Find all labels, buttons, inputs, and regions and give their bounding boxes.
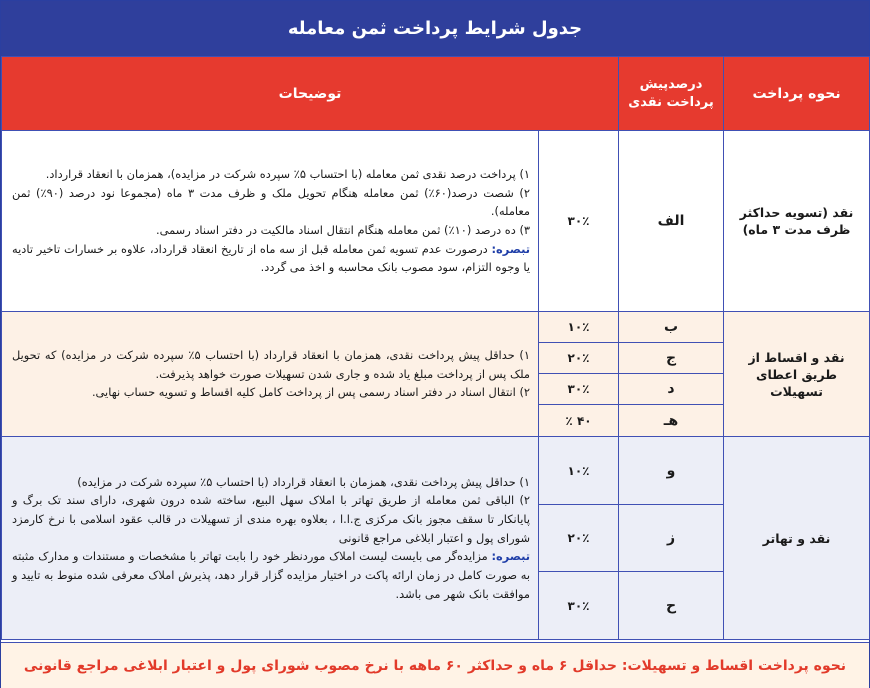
- table-row: [2, 131, 870, 312]
- percent-cell: ۱۰٪: [539, 437, 619, 505]
- desc-line: ۱) حداقل پیش پرداخت نقدی، همزمان با انعقاد قرارداد (با احتساب ۵٪ سپرده شرکت در مزایده) که تحویل ملک پس از پرداخت مبلغ یاد شده و جاری شدن تسهیلات صورت خواهد پذیرفت.: [12, 347, 531, 381]
- desc-line: ۲) الباقی ثمن معامله از طریق تهاتر با املاک سهل البیع، ساخته شده درون شهری، دارای سند تک برگ و پایانکار تا سقف مجوز بانک مرکزی ج.ا.ا ، بعلاوه بهره مندی از تسهیلات در قالب عقود اسلامی با نرخ کارمزد شورای پول و اعتبار ابلاغی مراجع قانونی: [12, 493, 531, 545]
- payment-terms-table: [1, 56, 870, 640]
- code-cell: ب: [619, 312, 724, 343]
- table-title: جدول شرایط پرداخت ثمن معامله: [1, 1, 869, 56]
- description-installments: [2, 312, 539, 437]
- code-cell: ح: [619, 572, 724, 640]
- note-label: تبصره:: [491, 241, 531, 256]
- desc-note: [12, 240, 530, 277]
- desc-line: ۱) پرداخت درصد نقدی ثمن معامله (با احتساب ۵٪ سپرده شرکت در مزایده)، همزمان با انعقاد قرارداد.: [45, 166, 531, 181]
- header-percent: درصدپیش پرداخت نقدی: [619, 57, 724, 131]
- percent-cell: ۳۰٪: [539, 131, 619, 312]
- note-label: تبصره:: [491, 549, 531, 564]
- percent-cell: ۲۰٪: [539, 343, 619, 374]
- desc-note: [12, 547, 530, 603]
- desc-line: ۲) انتقال اسناد در دفتر اسناد رسمی پس از پرداخت کامل کلیه اقساط و تسویه حساب نهایی.: [91, 385, 531, 400]
- footer-note: نحوه پرداخت اقساط و تسهیلات: حداقل ۶ ماه و حداکثر ۶۰ ماهه با نرخ مصوب شورای پول و اعتبار ابلاغی مراجع قانونی: [1, 642, 869, 688]
- table-row: [2, 312, 870, 343]
- percent-cell: ۲۰٪: [539, 505, 619, 572]
- percent-cell: ۳۰٪: [539, 572, 619, 640]
- note-text: درصورت عدم تسویه ثمن معامله قبل از سه ماه از تاریخ انعقاد قرارداد، علاوه بر خسارات تاخیر تادیه یا وجوه التزام، سود مصوب بانک محاسبه و اخذ می گردد.: [12, 241, 531, 275]
- header-description: توضیحات: [2, 57, 619, 131]
- note-text: مزایده‌گر می بایست لیست املاک موردنظر خود را بابت تهاتر با مشخصات و مستندات و مدارک مثبته به صورت کامل در زمان ارائه پاکت در اختیار مزایده گزار قرار دهد، پذیرش املاک معرفی شده منوط به تایید و موافقت بانک شهر می باشد.: [12, 549, 531, 601]
- code-cell: ج: [619, 343, 724, 374]
- desc-line: ۱) حداقل پیش پرداخت نقدی، همزمان با انعقاد قرارداد (با احتساب ۵٪ سپرده شرکت در مزایده): [77, 474, 531, 489]
- header-method: نحوه پرداخت: [724, 57, 870, 131]
- method-cash: نقد (تسویه حداکثر ظرف مدت ۳ ماه): [724, 131, 870, 312]
- table-row: [2, 437, 870, 505]
- desc-line: ۳) ده درصد (۱۰٪) ثمن معامله هنگام انتقال اسناد مالکیت در دفتر اسناد رسمی.: [155, 223, 531, 237]
- header-row: [2, 57, 870, 131]
- code-cell: و: [619, 437, 724, 505]
- description-barter: [2, 437, 539, 640]
- code-cell: الف: [619, 131, 724, 312]
- method-installments: نقد و اقساط از طریق اعطای تسهیلات: [724, 312, 870, 437]
- code-cell: د: [619, 374, 724, 405]
- percent-cell: ۴۰ ٪: [539, 405, 619, 437]
- code-cell: هـ: [619, 405, 724, 437]
- percent-cell: ۳۰٪: [539, 374, 619, 405]
- description-cash: [2, 131, 539, 312]
- code-cell: ز: [619, 505, 724, 572]
- method-barter: نقد و تهاتر: [724, 437, 870, 640]
- percent-cell: ۱۰٪: [539, 312, 619, 343]
- desc-line: ۲) شصت درصد(۶۰٪) ثمن معامله هنگام تحویل ملک و ظرف مدت ۳ ماه (مجموعا نود درصد (۹۰٪) ثمن معامله).: [12, 185, 531, 219]
